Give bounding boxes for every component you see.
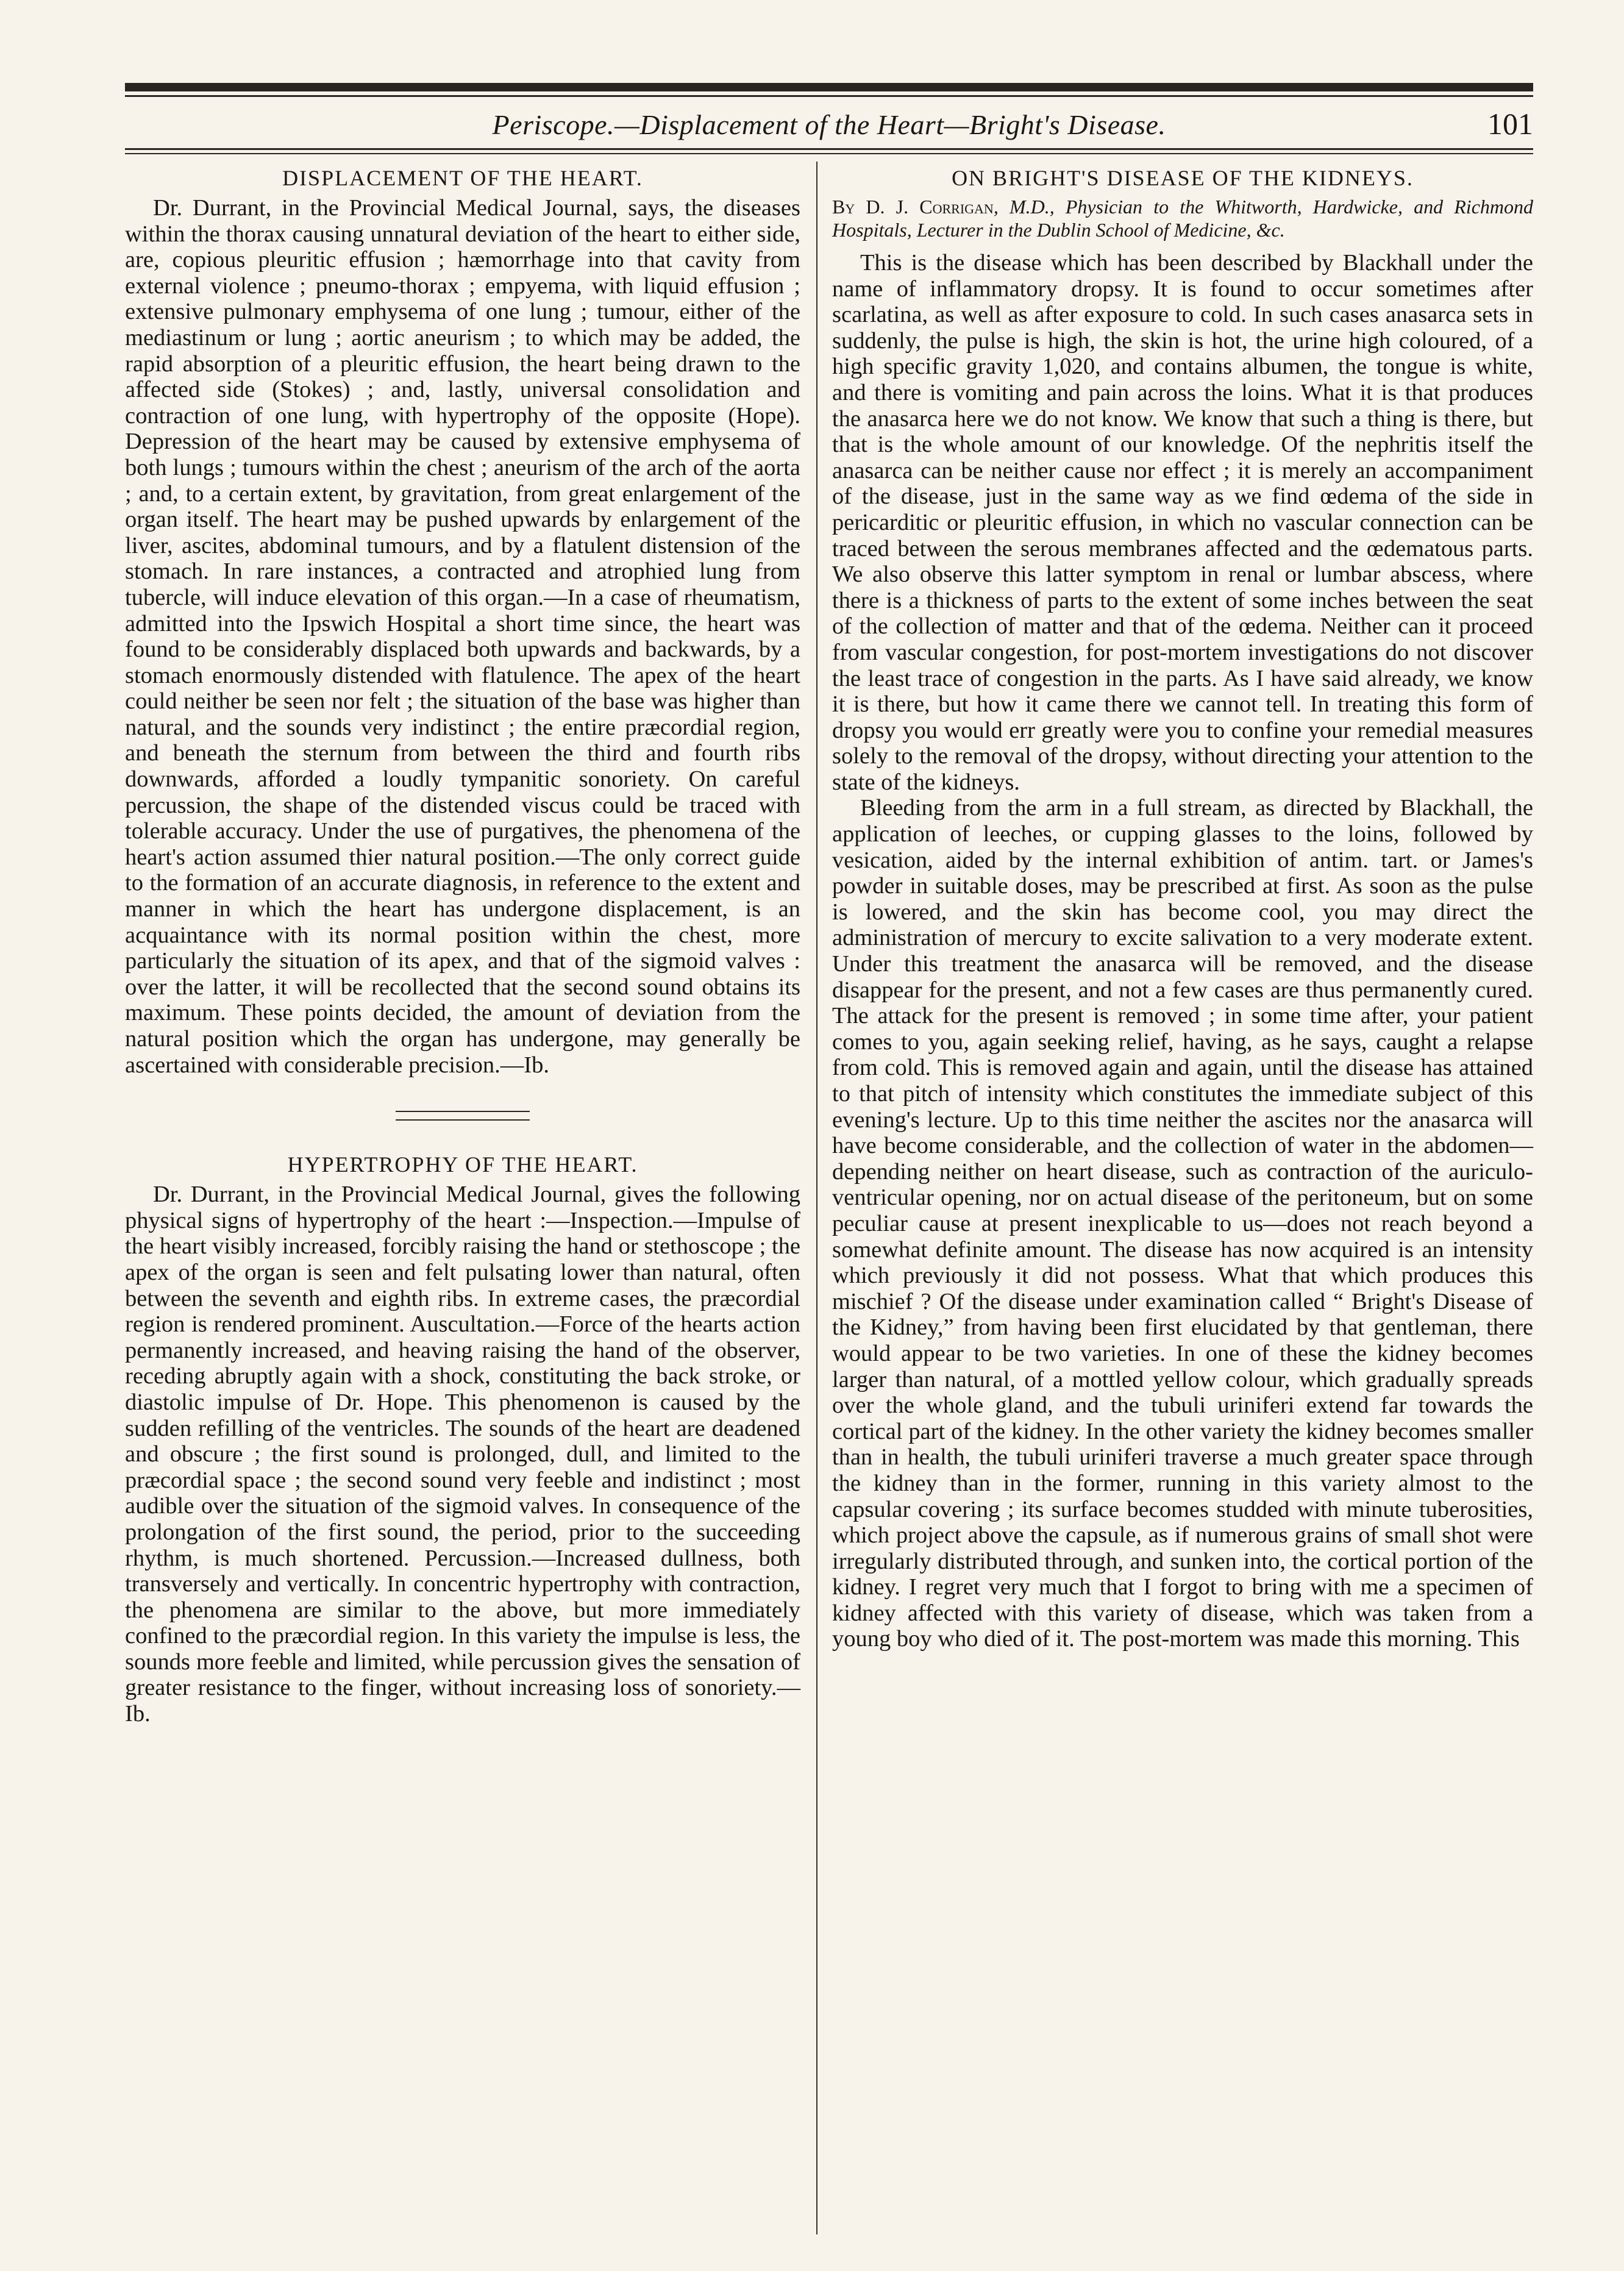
left-column: [125, 165, 800, 1727]
author-byline: [832, 195, 1533, 241]
right-column: [832, 165, 1533, 1652]
header-rule: [125, 148, 1533, 150]
top-rule-thin: [125, 95, 1533, 97]
brights-paragraph-1: This is the disease which has been described by Blackhall under the name of inflammatory dropsy. It is found to occur sometimes after scarlatina, as well as after exposure to cold. In such cases anasarca sets in suddenly, the pulse is high, the skin is hot, the urine high coloured, of a high specific gravity 1,020, and contains albumen, the tongue is white, and there is vomiting and pain across the loins. What it is that produces the anasarca here we do not know. We know that such a thing is there, but that is the whole amount of our knowledge. Of the nephritis itself the anasarca can be neither cause nor effect ; it is merely an accompaniment of the disease, just in the same way as we find œdema of the side in pericarditic or pleuritic effusion, in which no vascular connection can be traced between the serous membranes affected and the œdematous parts. We also observe this latter symptom in renal or lumbar abscess, where there is a thickness of parts to the extent of some inches between the seat of the collection of matter and that of the œdema. Neither can it proceed from vascular congestion, for post-mortem investigations do not discover the least trace of congestion in the parts. As I have said already, we know it is there, but how it came there we cannot tell. In treating this form of dropsy you would err greatly were you to confine your remedial measures solely to the removal of the dropsy, without directing your attention to the state of the kidneys.: [832, 250, 1533, 795]
running-head-title: Periscope.—Displacement of the Heart—Bright's Disease.: [492, 109, 1166, 140]
byline-by: By D. J.: [832, 196, 920, 218]
brights-paragraph-2: Bleeding from the arm in a full stream, as directed by Blackhall, the application of leeches, or cupping glasses to the loins, followed by vesication, aided by the internal exhibition of antim. tart. or James's powder in suitable doses, may be prescribed at first. As soon as the pulse is lowered, and the skin has become cool, you may direct the administration of mercury to excite salivation to a very moderate extent. Under this treatment the anasarca will be removed, and the disease disappear for the present, and not a few cases are thus permanently cured. The attack for the present is removed ; in some time after, your patient comes to you, again seeking relief, having, as he says, caught a relapse from cold. This is removed again and again, until the disease has attained to that pitch of intensity which constitutes the immediate subject of this evening's lecture. Up to this time neither the ascites nor the anasarca will have become considerable, and the collection of water in the abdomen—depending neither on heart disease, such as contraction of the auriculo-ventricular opening, nor on actual disease of the peritoneum, but on some peculiar cause at present inexplicable to us—does not reach beyond a somewhat definite amount. The disease has now acquired is an intensity which previously it did not possess. What that which produces this mischief ? Of the disease under examination called “ Bright's Disease of the Kidney,” from having been first elucidated by that gentleman, there would appear to be two varieties. In one of these the kidney becomes larger than natural, of a mottled yellow colour, which gradually spreads over the whole gland, and the tubuli uriniferi extend far towards the cortical part of the kidney. In the other variety the kidney becomes smaller than in health, the tubuli uriniferi traverse a much greater space through the kidney than in the former, running in this variety almost to the capsular covering ; its surface becomes studded with minute tuberosities, which project above the capsule, as if numerous grains of small shot were irregularly distributed through, and sunken into, the cortical portion of the kidney. I regret very much that I forgot to bring with me a specimen of kidney affected with this variety of disease, which was taken from a young boy who died of it. The post-mortem was made this morning. This: [832, 795, 1533, 1652]
header-rule-thin: [125, 153, 1533, 154]
section-heading-displacement: DISPLACEMENT OF THE HEART.: [282, 166, 643, 190]
page-number: 101: [1487, 107, 1533, 141]
byline-author: Corrigan: [919, 196, 994, 218]
displacement-paragraph: Dr. Durrant, in the Provincial Medical Journal, says, the diseases within the thorax causing unnatural deviation of the heart to either side, are, copious pleuritic effusion ; hæmorrhage into that cavity from external violence ; pneumo-thorax ; empyema, with liquid effusion ; extensive pulmonary emphysema of one lung ; tumour, either of the mediastinum or lung ; aortic aneurism ; to which may be added, the rapid absorption of a pleuritic effusion, the heart being drawn to the affected side (Stokes) ; and, lastly, universal consolidation and contraction of one lung, with hypertrophy of the opposite (Hope). Depression of the heart may be caused by extensive emphysema of both lungs ; tumours within the chest ; aneurism of the arch of the aorta ; and, to a certain extent, by gravitation, from great enlargement of the organ itself. The heart may be pushed upwards by enlargement of the liver, ascites, abdominal tumours, and by a flatulent distension of the stomach. In rare instances, a contracted and atrophied lung from tubercle, will induce elevation of this organ.—In a case of rheumatism, admitted into the Ipswich Hospital a short time since, the heart was found to be considerably displaced both upwards and backwards, by a stomach enormously distended with flatulence. The apex of the heart could neither be seen nor felt ; the situation of the base was higher than natural, and the sounds very indistinct ; the entire præcordial region, and beneath the sternum from between the third and fourth ribs downwards, afforded a loudly tympanitic sonoriety. On careful percussion, the shape of the distended viscus could be traced with tolerable accuracy. Under the use of purgatives, the phenomena of the heart's action assumed thier natural position.—The only correct guide to the formation of an accurate diagnosis, in reference to the extent and manner in which the heart has undergone displacement, is an acquaintance with its normal position within the chest, more particularly the situation of its apex, and that of the sigmoid valves : over the latter, it will be recollected that the second sound obtains its maximum. These points decided, the amount of deviation from the natural position which the organ has undergone, may generally be ascertained with considerable precision.—Ib.: [125, 195, 800, 1078]
running-head: [125, 102, 1533, 145]
section-heading-hypertrophy: HYPERTROPHY OF THE HEART.: [287, 1152, 638, 1177]
byline-credentials: , M.D., Physician to the Whitworth, Hardwicke, and Richmond Hospitals, Lecturer in the Dublin School of Medicine, &c.: [832, 196, 1534, 241]
top-rule: [125, 83, 1533, 91]
section-heading-brights-disease: ON BRIGHT'S DISEASE OF THE KIDNEYS.: [952, 166, 1414, 190]
section-separator: [396, 1111, 530, 1121]
hypertrophy-paragraph: Dr. Durrant, in the Provincial Medical Journal, gives the following physical signs of hypertrophy of the heart :—Inspection.—Impulse of the heart visibly increased, forcibly raising the hand or stethoscope ; the apex of the organ is seen and felt pulsating lower than natural, often between the seventh and eighth ribs. In extreme cases, the præcordial region is rendered prominent. Auscultation.—Force of the hearts action permanently increased, and heaving raising the hand of the observer, receding abruptly again with a shock, constituting the back stroke, or diastolic impulse of Dr. Hope. This phenomenon is caused by the sudden refilling of the ventricles. The sounds of the heart are deadened and obscure ; the first sound is prolonged, dull, and limited to the præcordial space ; the second sound very feeble and indistinct ; most audible over the situation of the sigmoid valves. In consequence of the prolongation of the first sound, the period, prior to the succeeding rhythm, is much shortened. Percussion.—Increased dullness, both transversely and vertically. In concentric hypertrophy with contraction, the phenomena are similar to the above, but more immediately confined to the præcordial region. In this variety the impulse is less, the sounds more feeble and limited, while percussion gives the sensation of greater resistance to the finger, without increasing loss of sonoriety.—Ib.: [125, 1182, 800, 1727]
column-divider: [816, 162, 817, 2234]
